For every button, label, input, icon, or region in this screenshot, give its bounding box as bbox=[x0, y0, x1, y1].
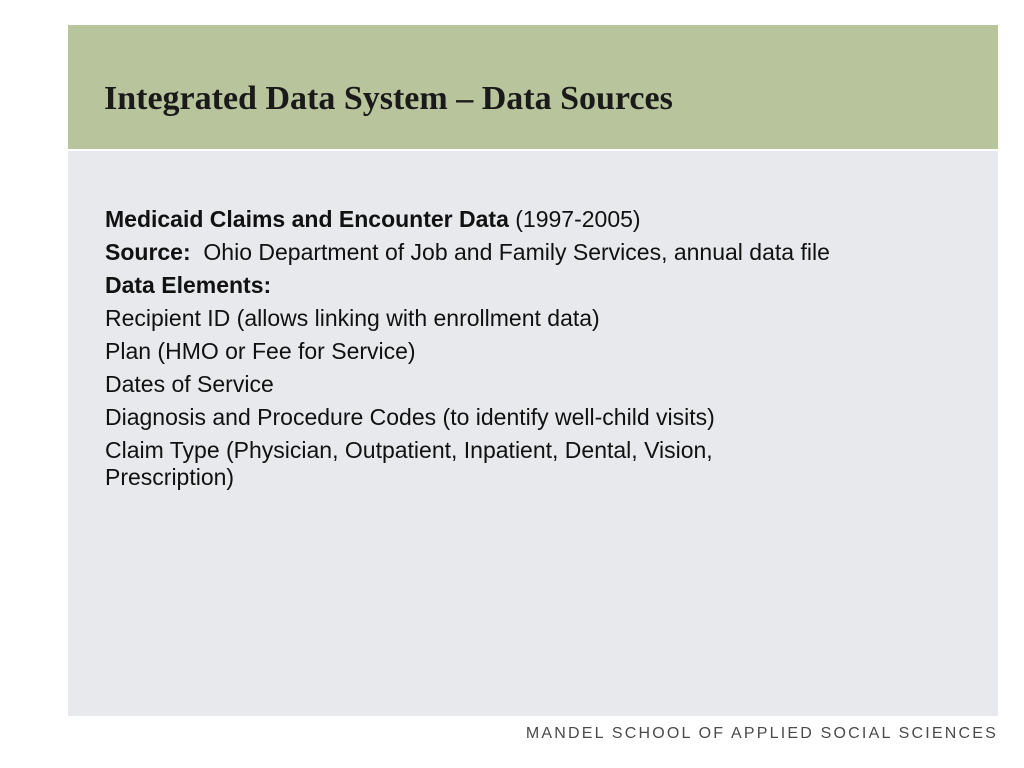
dataset-years: (1997-2005) bbox=[515, 206, 641, 232]
dataset-heading bbox=[105, 206, 965, 233]
dataset-name: Medicaid Claims and Encounter Data bbox=[105, 206, 509, 232]
body-text bbox=[105, 206, 965, 497]
slide-title: Integrated Data System – Data Sources bbox=[104, 80, 673, 117]
data-element-item: Dates of Service bbox=[105, 371, 274, 397]
data-element-item: Recipient ID (allows linking with enrollment data) bbox=[105, 305, 600, 331]
data-element-item: Plan (HMO or Fee for Service) bbox=[105, 338, 416, 364]
data-element-item: Diagnosis and Procedure Codes (to identify well-child visits) bbox=[105, 404, 715, 430]
data-element-item: Claim Type (Physician, Outpatient, Inpatient, Dental, Vision, Prescription) bbox=[105, 437, 713, 490]
content-area bbox=[68, 151, 998, 716]
source-value: Ohio Department of Job and Family Services, annual data file bbox=[203, 239, 830, 265]
title-band bbox=[68, 25, 998, 149]
source-line bbox=[105, 239, 965, 266]
source-label: Source: bbox=[105, 239, 191, 265]
footer-logo-text: MANDEL SCHOOL OF APPLIED SOCIAL SCIENCES bbox=[525, 725, 998, 742]
data-elements-label: Data Elements: bbox=[105, 272, 272, 298]
